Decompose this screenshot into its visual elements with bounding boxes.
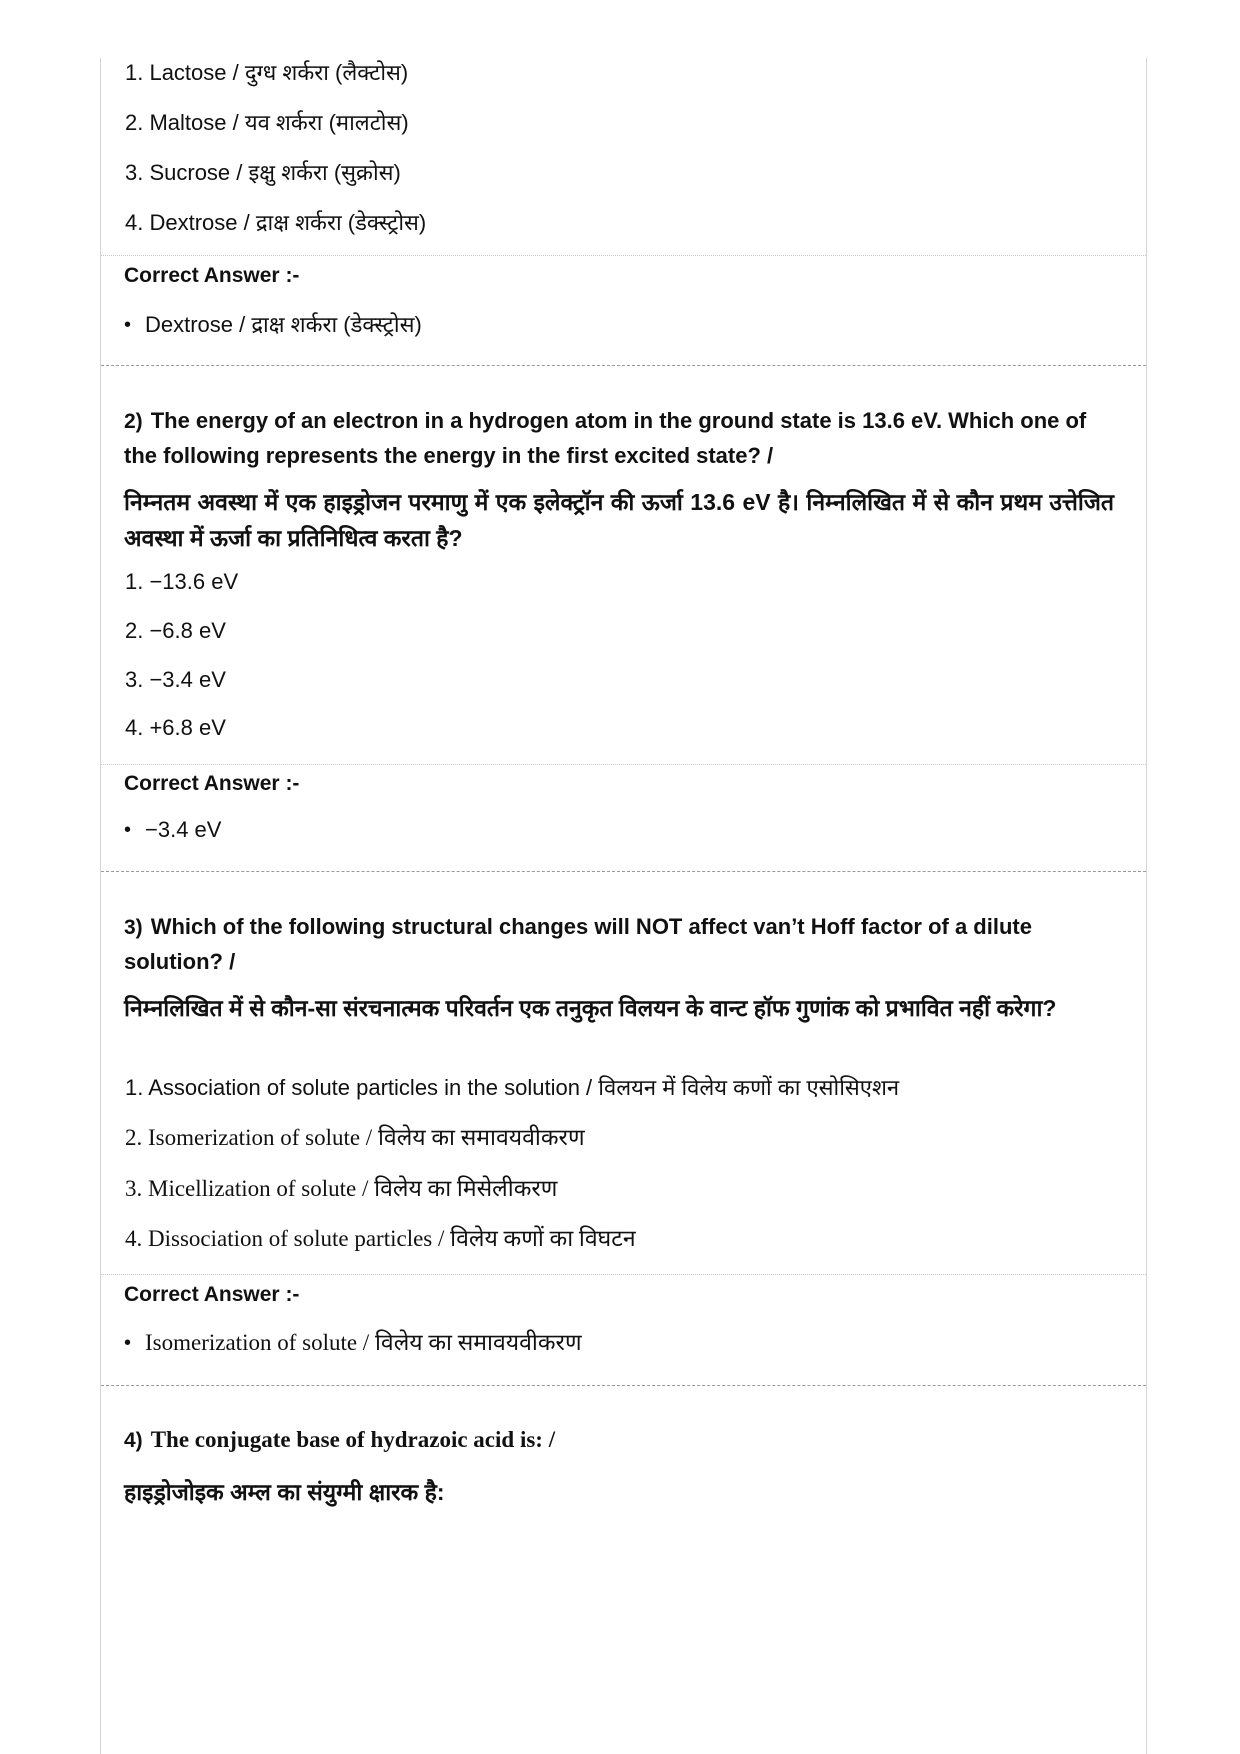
question-separator [101,365,1146,366]
option-4: 4. Dissociation of solute particles / विलेय कणों का विघटन [125,1226,636,1251]
question-text-en [124,1423,1114,1458]
option-4: 4. +6.8 eV [125,715,226,740]
option-1: 1. Association of solute particles in the solution / विलयन में विलेय कणों का एसोसिएशन [125,1075,900,1100]
question-en: The conjugate base of hydrazoic acid is: / [150,1427,556,1452]
question-number: 4) [124,1429,143,1452]
question-en: Which of the following structural changes will NOT affect van’t Hoff factor of a dilute solution? / [124,914,1032,974]
question-number: 2) [124,410,143,433]
bullet-icon: • [124,819,132,841]
question-page [100,58,1147,1754]
option-2: 2. Isomerization of solute / विलेय का समावयवीकरण [125,1125,585,1150]
correct-answer-label: Correct Answer :- [124,1283,300,1306]
option-1: 1. Lactose / दुग्ध शर्करा (लैक्टोस) [125,60,409,85]
question-hi: निम्नलिखित में से कौन-सा संरचनात्मक परिवर्तन एक तनुकृत विलयन के वान्ट हॉफ गुणांक को प्रभावित नहीं करेगा? [124,995,1057,1021]
option-4: 4. Dextrose / द्राक्ष शर्करा (डेक्स्ट्रोस) [125,210,427,235]
question-en: The energy of an electron in a hydrogen atom in the ground state is 13.6 eV. Which one of the following represents the energy in the first excited state? / [124,408,1087,468]
question-separator [101,871,1146,872]
correct-answer: Isomerization of solute / विलेय का समावयवीकरण [145,1330,582,1355]
option-2: 2. −6.8 eV [125,618,226,643]
divider [101,255,1146,256]
question-text-en [124,910,1114,979]
correct-answer-label: Correct Answer :- [124,772,300,795]
divider [101,764,1146,765]
bullet-icon: • [124,314,132,336]
option-3: 3. Micellization of solute / विलेय का मिसेलीकरण [125,1176,558,1201]
option-1: 1. −13.6 eV [125,569,239,594]
correct-answer-label: Correct Answer :- [124,264,300,287]
divider [101,1274,1146,1275]
question-number: 3) [124,916,143,939]
option-3: 3. −3.4 eV [125,667,226,692]
question-text-en [124,404,1114,473]
question-hi: हाइड्रोजोइक अम्ल का संयुग्मी क्षारक है: [124,1479,445,1505]
option-3: 3. Sucrose / इक्षु शर्करा (सुक्रोस) [125,160,401,185]
option-2: 2. Maltose / यव शर्करा (मालटोस) [125,110,409,135]
correct-answer: −3.4 eV [145,817,222,842]
correct-answer: Dextrose / द्राक्ष शर्करा (डेक्स्ट्रोस) [145,312,422,337]
bullet-icon: • [124,1332,132,1354]
question-hi: निम्नतम अवस्था में एक हाइड्रोजन परमाणु में एक इलेक्ट्रॉन की ऊर्जा 13.6 eV है। निम्नलिखित में से कौन प्रथम उत्तेजित अवस्था में ऊर्जा का प्रतिनिधित्व करता है? [124,489,1114,551]
question-separator [101,1385,1146,1386]
